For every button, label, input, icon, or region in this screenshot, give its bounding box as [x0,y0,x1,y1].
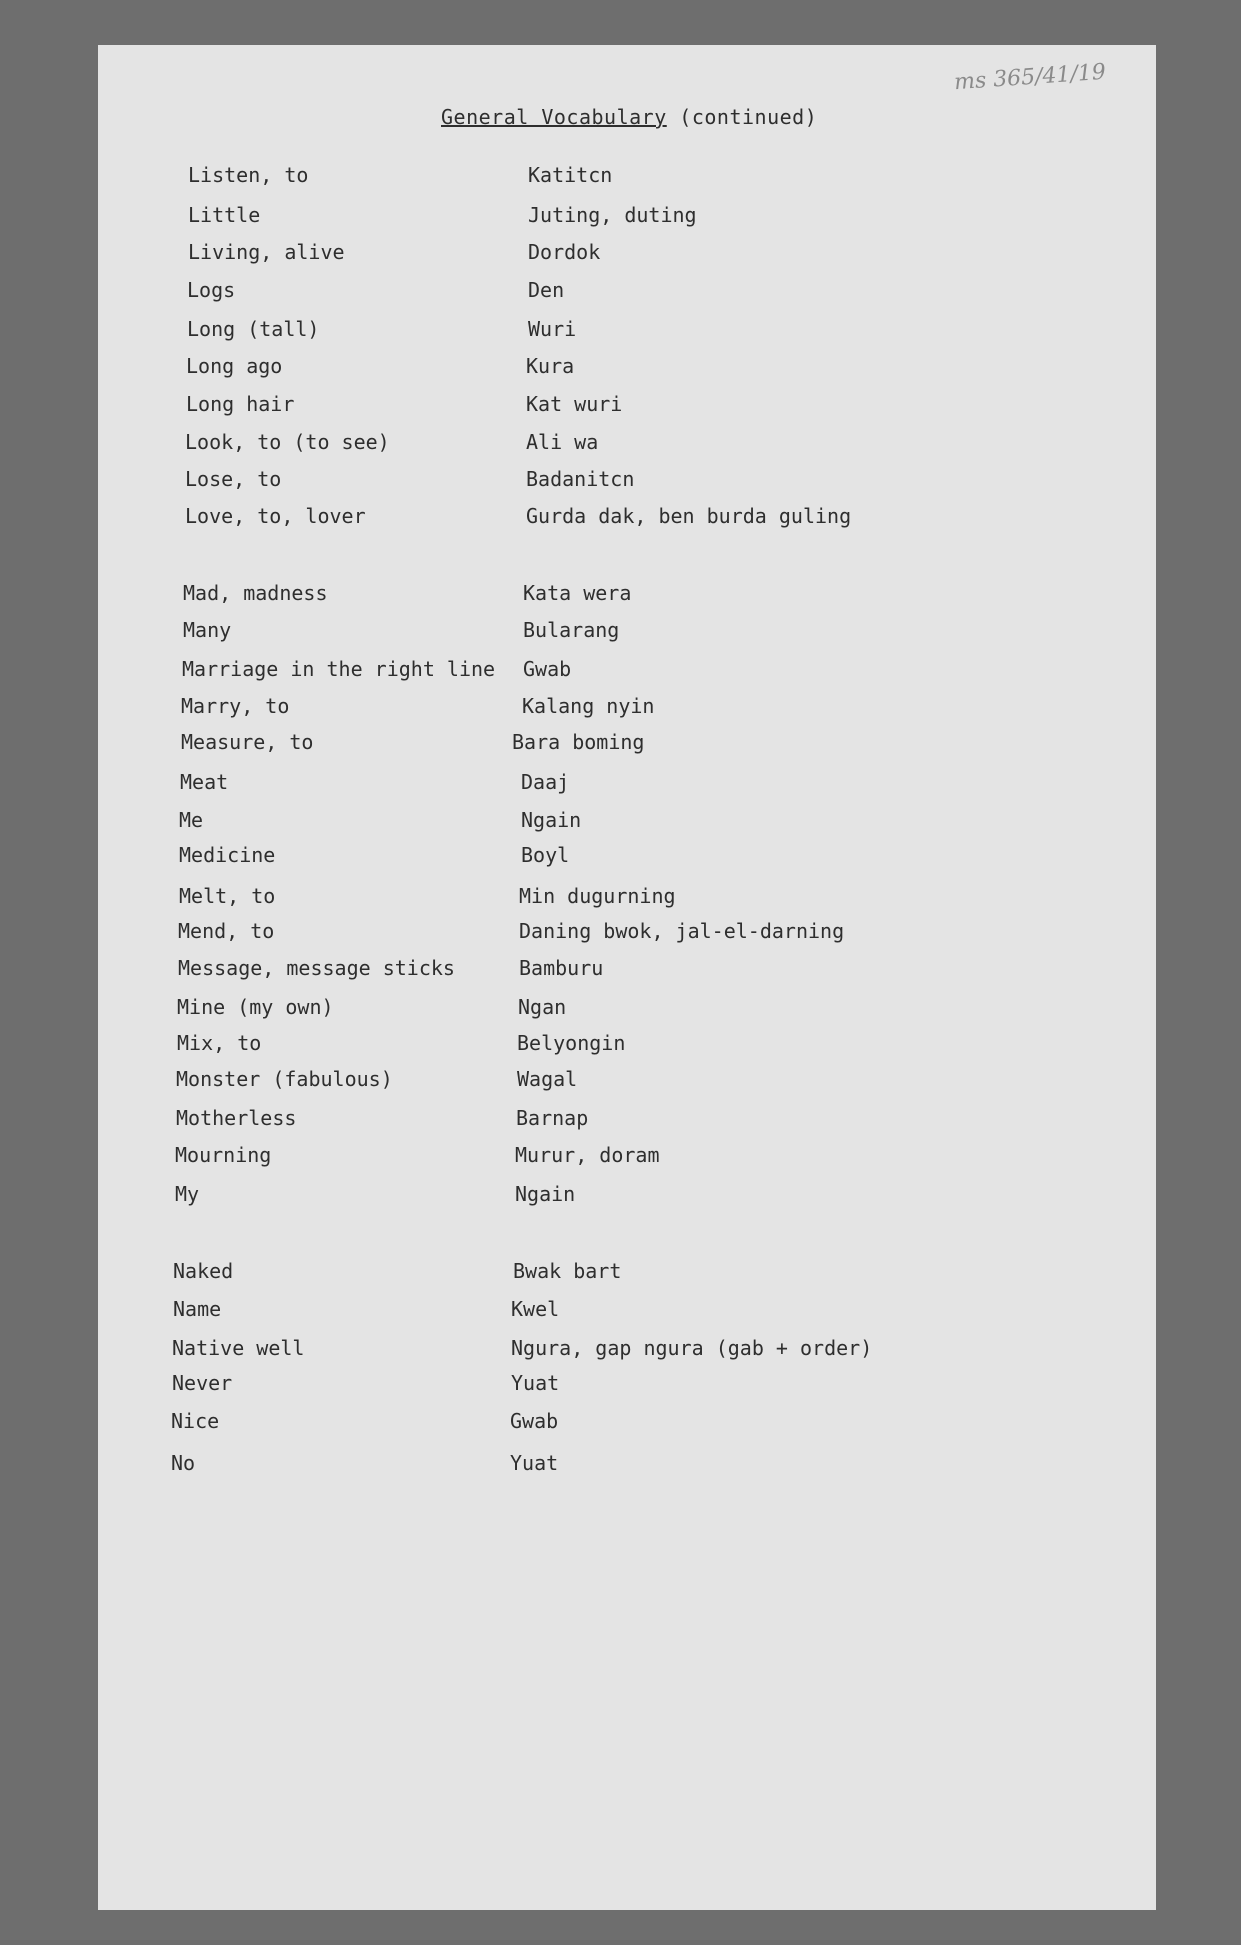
english-term: Marry, to [181,694,290,718]
native-term: Belyongin [517,1031,626,1055]
vocabulary-entry [98,581,1156,611]
native-term: Ngain [515,1182,576,1206]
english-term: Mad, madness [183,581,328,605]
vocabulary-entry [98,770,1156,800]
english-term: Lose, to [185,467,282,491]
vocabulary-entry [98,1259,1156,1289]
vocabulary-entry [98,1371,1156,1401]
english-term: Listen, to [188,163,309,187]
english-term: Mourning [175,1143,272,1167]
vocabulary-entry [98,1297,1156,1327]
english-term: Living, alive [188,240,345,264]
english-term: Love, to, lover [185,504,366,528]
vocabulary-entry [98,1067,1156,1097]
vocabulary-entry [98,1336,1156,1366]
vocabulary-entry [98,240,1156,270]
english-term: Measure, to [181,730,314,754]
english-term: Mix, to [177,1031,262,1055]
native-term: Bwak bart [513,1259,622,1283]
native-term: Daaj [521,770,570,794]
native-term: Gurda dak, ben burda guling [526,504,852,528]
title-text: General Vocabulary [441,105,667,129]
english-term: My [175,1182,200,1206]
native-term: Den [528,278,565,302]
native-term: Kwel [511,1297,560,1321]
english-term: Logs [187,278,236,302]
vocabulary-entry [98,956,1156,986]
native-term: Kata wera [523,581,632,605]
english-term: Monster (fabulous) [176,1067,393,1091]
vocabulary-entry [98,430,1156,460]
title-suffix: (continued) [679,105,818,129]
vocabulary-entry [98,694,1156,724]
english-term: Little [188,203,261,227]
english-term: Mend, to [178,919,275,943]
english-term: Many [183,618,232,642]
document-page [98,45,1156,1910]
native-term: Gwab [523,657,572,681]
vocabulary-entry [98,278,1156,308]
english-term: Name [173,1297,222,1321]
vocabulary-entry [98,808,1156,838]
english-term: Native well [172,1336,305,1360]
native-term: Kalang nyin [522,694,655,718]
vocabulary-entry [98,392,1156,422]
english-term: Long ago [186,354,283,378]
native-term: Wuri [528,317,577,341]
vocabulary-entry [98,1451,1156,1481]
native-term: Gwab [510,1409,559,1433]
native-term: Kat wuri [526,392,623,416]
english-term: No [171,1451,196,1475]
native-term: Barnap [516,1106,589,1130]
vocabulary-entry [98,1409,1156,1439]
native-term: Ali wa [526,430,599,454]
english-term: Motherless [176,1106,297,1130]
vocabulary-entry [98,203,1156,233]
native-term: Dordok [528,240,601,264]
native-term: Murur, doram [515,1143,660,1167]
vocabulary-entry [98,843,1156,873]
native-term: Bamburu [519,956,604,980]
english-term: Naked [173,1259,234,1283]
native-term: Daning bwok, jal-el-darning [519,919,845,943]
vocabulary-list [98,45,1156,1910]
vocabulary-entry [98,504,1156,534]
native-term: Kura [526,354,575,378]
vocabulary-entry [98,919,1156,949]
native-term: Juting, duting [528,203,697,227]
english-term: Medicine [179,843,276,867]
english-term: Marriage in the right line [182,657,496,681]
vocabulary-entry [98,884,1156,914]
native-term: Bularang [523,618,620,642]
vocabulary-entry [98,1106,1156,1136]
vocabulary-entry [98,730,1156,760]
vocabulary-entry [98,657,1156,687]
english-term: Mine (my own) [177,995,334,1019]
english-term: Nice [171,1409,220,1433]
native-term: Min dugurning [519,884,676,908]
native-term: Bara boming [512,730,645,754]
native-term: Ngain [521,808,582,832]
native-term: Yuat [511,1371,560,1395]
native-term: Katitcn [528,163,613,187]
vocabulary-entry [98,467,1156,497]
vocabulary-entry [98,163,1156,193]
english-term: Me [179,808,204,832]
vocabulary-entry [98,1031,1156,1061]
vocabulary-entry [98,354,1156,384]
vocabulary-entry [98,618,1156,648]
vocabulary-entry [98,1182,1156,1212]
archive-reference: ms 365/41/19 [953,59,1107,96]
native-term: Ngan [518,995,567,1019]
english-term: Meat [180,770,229,794]
english-term: Long hair [186,392,295,416]
english-term: Melt, to [179,884,276,908]
vocabulary-entry [98,995,1156,1025]
english-term: Message, message sticks [178,956,455,980]
native-term: Badanitcn [526,467,635,491]
vocabulary-entry [98,1143,1156,1173]
vocabulary-entry [98,317,1156,347]
english-term: Never [172,1371,233,1395]
native-term: Boyl [521,843,570,867]
native-term: Yuat [510,1451,559,1475]
english-term: Look, to (to see) [185,430,390,454]
native-term: Ngura, gap ngura (gab + order) [511,1336,873,1360]
english-term: Long (tall) [187,317,320,341]
native-term: Wagal [517,1067,578,1091]
